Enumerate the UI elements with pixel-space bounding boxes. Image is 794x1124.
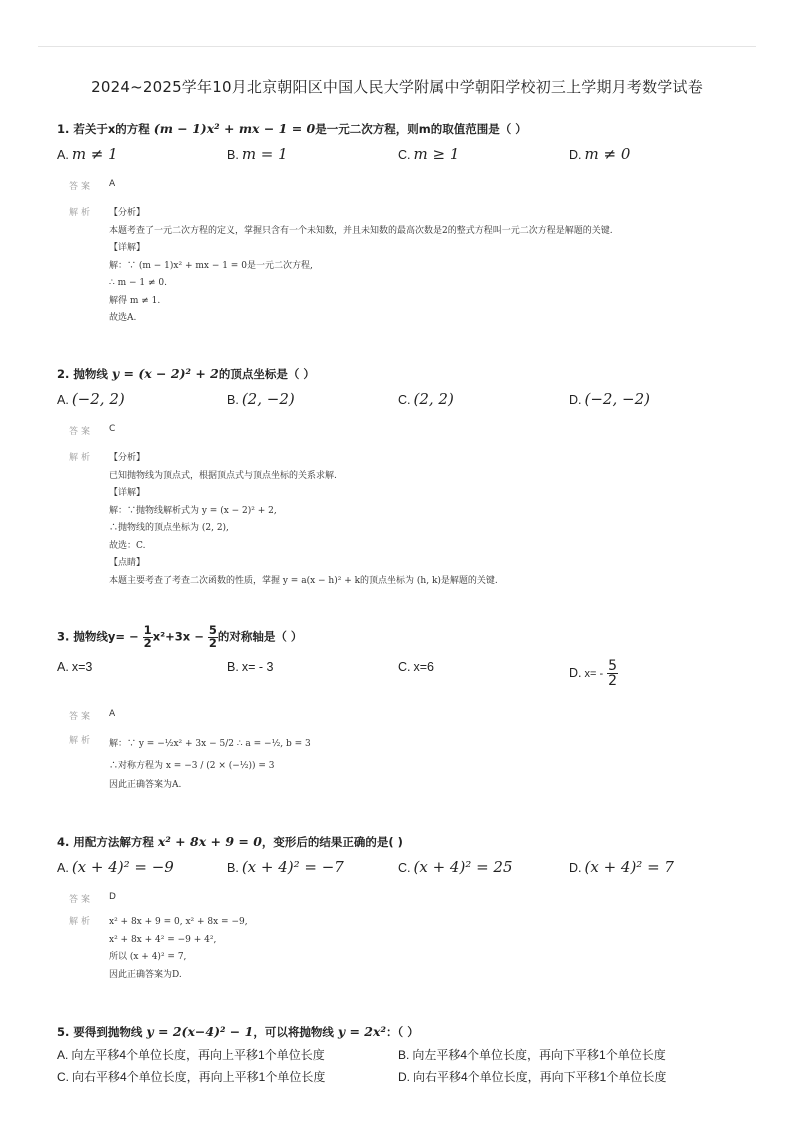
option-b[interactable]: B. x= - 3 [227,660,274,674]
options [57,390,754,412]
option-a[interactable]: A. 向左平移4个单位长度，再向上平移1个单位长度 [57,1048,325,1062]
analysis-block: 解析 【分析】 已知抛物线为顶点式，根据顶点式与顶点坐标的关系求解. 【详解】 解：∵抛物线解析式为 y = (x − 2)² + 2, ∴抛物线的顶点坐标为 (2, 2), 故选：C. 【点睛】 本题主要考查了考查二次函数的性质，掌握 y = a(x − h)² + k的顶点坐标为 (h, k)是解题的关键. [69,453,498,586]
answer-value: A [109,709,116,719]
options [57,659,754,693]
page-title: 2024~2025学年10月北京朝阳区中国人民大学附属中学朝阳学校初三上学期月考数学试卷 [91,78,703,96]
option-d[interactable]: D. (x + 4)² = 7 [569,858,674,876]
option-d[interactable]: D. (−2, −2) [569,390,650,408]
question-stem: 3. 抛物线y= − $\frac{1}{2}$ x²+3x − $\frac{5}{2}$ 的对称轴是（ ） [57,623,303,650]
option-c[interactable]: C. m ≥ 1 [398,145,460,163]
question-5 [57,1024,754,1090]
option-c[interactable]: C. (2, 2) [398,390,454,408]
analysis-block: 解析 解：∵ y = −½x² + 3x − 5/2 ∴ a = −½, b = 3 ∴对称方程为 x = −3 / (2 × (−½)) = 3 因此正确答案为A. [69,736,311,790]
question-stem: 1. 若关于x的方程 (m − 1)x² + mx − 1 = 0是一元二次方程，则m的取值范围是（ ） [57,121,527,136]
option-d[interactable]: D. x= - $\frac{5}{2}$ [569,658,618,689]
option-c[interactable]: C. 向右平移4个单位长度，再向上平移1个单位长度 [57,1070,326,1084]
fraction: $\frac{1}{2}$ [143,623,152,650]
question-stem: 4. 用配方法解方程 x² + 8x + 9 = 0，变形后的结果正确的是( ) [57,834,403,849]
option-b[interactable]: B. (x + 4)² = −7 [227,858,344,876]
options [57,858,754,880]
question-stem: 2. 抛物线 y = (x − 2)² + 2的顶点坐标是（ ） [57,366,315,381]
options [57,1046,754,1090]
fraction: $\frac{5}{2}$ [208,623,217,650]
answer-row: 答案 A [69,709,116,722]
answer-row: 答案 D [69,892,116,905]
question-stem: 5. 要得到抛物线 y = 2(x−4)² − 1，可以将抛物线 y = 2x²：（ ） [57,1024,419,1039]
analysis-block: 解析 x² + 8x + 9 = 0, x² + 8x = −9, x² + 8x + 4² = −9 + 4², 所以 (x + 4)² = 7, 因此正确答案为D. [69,917,248,980]
fraction: $\frac{5}{2}$ [608,658,618,689]
option-b[interactable]: B. m = 1 [227,145,288,163]
option-b[interactable]: B. 向左平移4个单位长度，再向下平移1个单位长度 [398,1048,666,1062]
header-divider [38,46,756,47]
option-a[interactable]: A. m ≠ 1 [57,145,118,163]
question-2 [57,366,754,590]
answer-value: D [109,892,116,902]
answer-value: A [109,179,116,189]
answer-row: 答案 A [69,179,116,192]
options [57,145,754,167]
option-d[interactable]: D. 向右平移4个单位长度，再向下平移1个单位长度 [398,1070,667,1084]
option-a[interactable]: A. (x + 4)² = −9 [57,858,174,876]
answer-row: 答案 C [69,424,116,437]
option-c[interactable]: C. x=6 [398,660,435,674]
analysis-block: 解析 【分析】 本题考查了一元二次方程的定义，掌握只含有一个未知数，并且未知数的最高次数是2的整式方程叫一元二次方程是解题的关键. 【详解】 解：∵ (m − 1)x² + mx − 1 = 0是一元二次方程, ∴ m − 1 ≠ 0. 解得 m ≠ 1. 故选A. [69,208,613,323]
option-b[interactable]: B. (2, −2) [227,390,295,408]
question-1 [57,121,754,328]
option-a[interactable]: A. x=3 [57,660,93,674]
option-c[interactable]: C. (x + 4)² = 25 [398,858,513,876]
question-3 [57,625,754,795]
question-4 [57,834,754,984]
option-a[interactable]: A. (−2, 2) [57,390,125,408]
answer-value: C [109,424,116,434]
option-d[interactable]: D. m ≠ 0 [569,145,631,163]
